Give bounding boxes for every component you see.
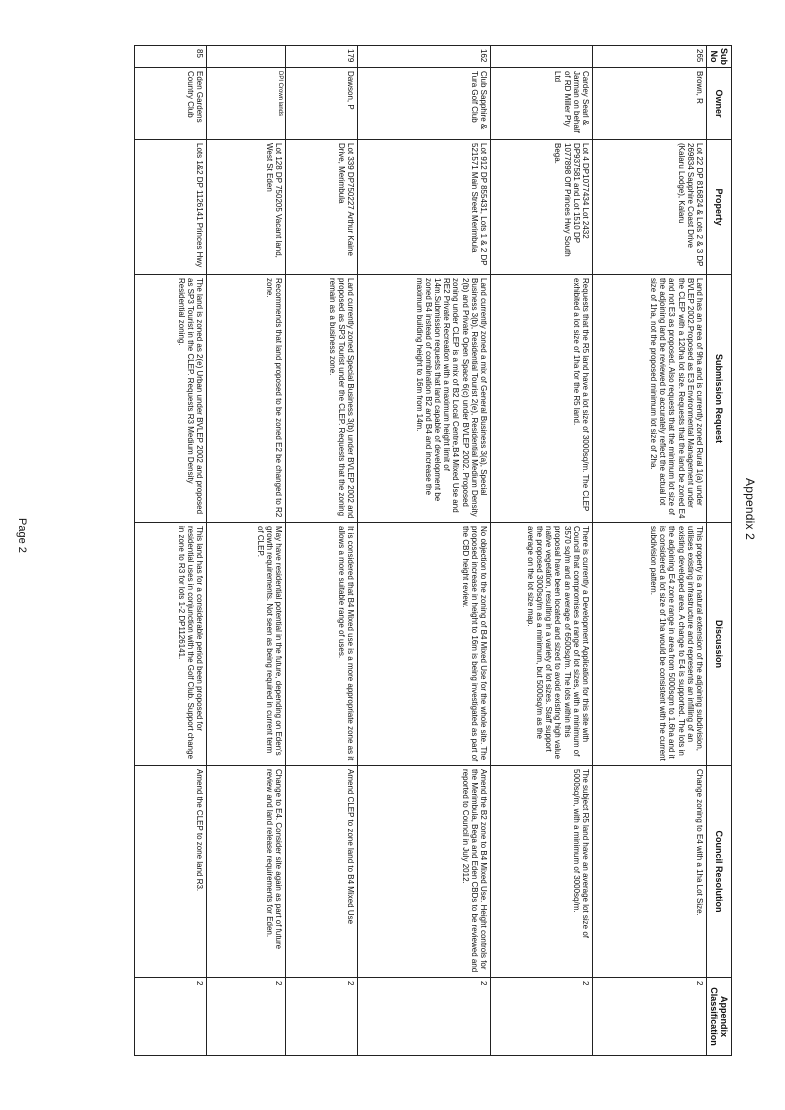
cell-resolution: Amend CLEP to zone land to B4 Mixed Use [286, 766, 358, 978]
cell-classification: 2 [491, 978, 593, 1056]
cell-owner: Brown, R [593, 68, 707, 140]
col-header-discussion: Discussion [707, 523, 732, 766]
cell-discussion: This land has for a considerable period been proposed for residential uses in conjunction with the Golf Club. Support change in zone to R3 for lots 1-2 DP1126141. [135, 523, 207, 766]
col-header-council-resolution: Council Resolution [707, 766, 732, 978]
col-header-appendix-classification: Appendix Classification [707, 978, 732, 1056]
table-row [491, 46, 593, 1056]
cell-discussion: May have residential potential in the future, depending on Eden's growth requirements. Not seen as being required in current term of CLEP. [207, 523, 286, 766]
cell-owner: Dawson, P [286, 68, 358, 140]
cell-classification: 2 [207, 978, 286, 1056]
cell-property: Lots 1&2 DP 1126141 Princes Hwy [135, 140, 207, 275]
cell-resolution: Amend the B2 zone to B4 Mixed Use. Height controls for the Merimbula, Bega and Eden CBDs to be reviewed and reported to Council in July 2012. [358, 766, 491, 978]
cell-resolution: Change to E4. Consider site again as part of future review and land release requirements for Eden. [207, 766, 286, 978]
table-row [358, 46, 491, 1056]
cell-discussion: It is considered that B4 Mixed use is a more appropriate zone as it allows a more suitable range of uses. [286, 523, 358, 766]
cell-request: Land has an area of 9ha and is currently zoned Rural 1(a) under BVLEP 2002.Proposed as E3 Environmental Management under the CLEP with a 120ha lot size. Requests that the land be zoned E4 and not E3 as proposed. Also requests that the minimum lot size of the adjoining land be reviewed to accurately reflect the actual lot size of 1ha, not the proposed minimum lot size of 2ha. [593, 275, 707, 523]
appendix-header [735, 8, 757, 1092]
cell-property: Lot 4 DP1077434 Lot 2432 DP937581 and Lot 1510 DP 1077898 Off Princes Hwy South Bega. [491, 140, 593, 275]
cell-resolution: Amend the CLEP to zone land R3. [135, 766, 207, 978]
cell-discussion: There is currently a Development Application for this site with Council that compromises a range of lot sizes, with a minimum of 3570 sq/m and an average of 6500sq/m. The lots within this proposal have been located and sized to avoid existing high value native vegetation, resulting in a variety of lot sizes. Staff support the proposed 3000sq/m as a minimum, but 5000sq/m as the average on the lot size map. [491, 523, 593, 766]
col-header-owner: Owner [707, 68, 732, 140]
page-footer [8, 8, 30, 1092]
cell-owner: Cardey Searl & Jarman on behalf of RD Miller Pty Ltd [491, 68, 593, 140]
cell-request: The land is zoned as 2(e) Urban under BVLEP 2002 and proposed as SP3 Tourist in the CLEP. Requests R3 Medium Density Residential zoning. [135, 275, 207, 523]
cell-sub-no: 265 [593, 46, 707, 68]
cell-request: Land currently zoned Special Business 3(b) under BVLEP 2002 and proposed as SP3 Tourist under the CLEP. Requests that the zoning remain as a business zone. [286, 275, 358, 523]
col-header-submission-request: Submission Request [707, 275, 732, 523]
cell-property: Lot 128 DP 750205 Vacant land, West St Eden [207, 140, 286, 275]
cell-request: Recommends that land proposed to be zoned E2 be changed to R2 zone. [207, 275, 286, 523]
table-row [135, 46, 207, 1056]
appendix-title: Appendix 2 [743, 478, 757, 541]
submissions-table-wrapper [135, 45, 732, 1055]
table-row [286, 46, 358, 1056]
col-header-sub-no: Sub No [707, 46, 732, 68]
cell-property: Lot 339 DP750227 Arthur Kaine Drive, Merimbula [286, 140, 358, 275]
cell-discussion: This property is a natural extension of the adjoining subdivision, utilises existing infrastructure and represents an infilling of an existing developed area. A change to E4 is supported. The lots in the adjoining E4 zone range in area from 5000sqm to 1.6ha and it is considered a lot size of 1ha would be consistent with the current subdivision pattern. [593, 523, 707, 766]
page-number: Page 2 [16, 518, 28, 553]
cell-discussion: No objection to the zoning of B4 Mixed Use for the whole site. The proposed increase in height to 16m is being investigated as part of the CBD height review. [358, 523, 491, 766]
cell-request: Requests that the R5 land have a lot size of 3000sq/m. The CLEP exhibited a lot size of 1ha for the R5 land. [491, 275, 593, 523]
cell-classification: 2 [286, 978, 358, 1056]
cell-sub-no: 85 [135, 46, 207, 68]
cell-resolution: The subject R5 land have an average lot size of 5000sq/m, with a minimum of 3000sq/m. [491, 766, 593, 978]
col-header-property: Property [707, 140, 732, 275]
cell-sub-no: 179 [286, 46, 358, 68]
header-row [707, 46, 732, 1056]
cell-owner: DPI Crown lands [207, 68, 286, 140]
submissions-table [134, 45, 732, 1056]
cell-classification: 2 [593, 978, 707, 1056]
cell-resolution: Change zoning to E4 with a 1ha Lot Size. [593, 766, 707, 978]
table-row [207, 46, 286, 1056]
cell-sub-no [491, 46, 593, 68]
cell-owner: Club Sapphire & Tura Golf Club [358, 68, 491, 140]
cell-sub-no [207, 46, 286, 68]
cell-property: Lot 22 DP 816824 & Lots 2 & 3 DP 269834 Sapphire Coast Drive (Kalaru Lodge), Kalaru [593, 140, 707, 275]
cell-classification: 2 [358, 978, 491, 1056]
table-row [593, 46, 707, 1056]
cell-owner: Eden Gardens Country Club [135, 68, 207, 140]
cell-request: Land currently zoned a mix of General Business 3(a), Special Business 3(b), Residential Tourist 2(e), Residential Medium Density 2(b) and Private Open Space 6(c) under BVLEP 2002. Proposed zoning under CLEP is a mix of B2 Local Centre,B4 Mixed Use and RE2 Private Recreation with a maximum height limit of 14m.Submission requests that land capable of development be zoned B4 instead of combination B2 and B4 and increase the maximum building height to 16m from 14m. [358, 275, 491, 523]
cell-classification: 2 [135, 978, 207, 1056]
cell-sub-no: 162 [358, 46, 491, 68]
cell-property: Lot 912 DP 855431, Lots 1 & 2 DP 521571 Main Street Merimbula [358, 140, 491, 275]
